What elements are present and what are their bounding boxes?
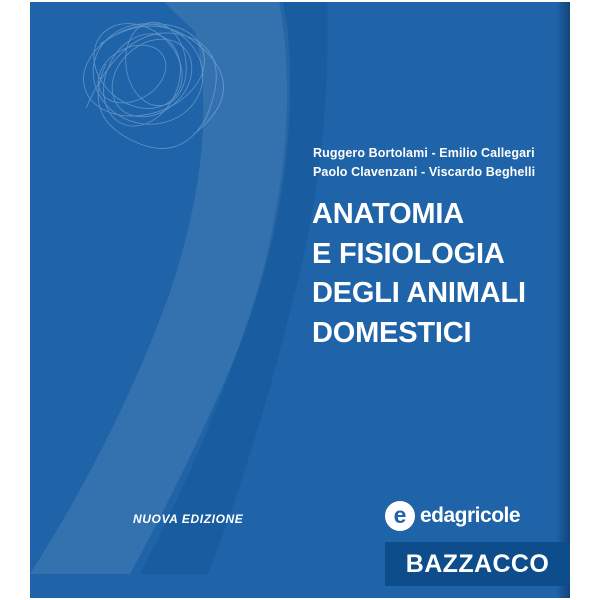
title-line-3: DEGLI ANIMALI [312, 277, 526, 310]
edition-note: NUOVA EDIZIONE [133, 512, 244, 526]
imprint-name: BAZZACCO [405, 549, 550, 578]
imprint-band [385, 542, 570, 586]
book-title [312, 195, 570, 354]
scribble-graphic [66, 8, 246, 158]
authors-block [313, 144, 563, 183]
publisher-name: edagricole [420, 504, 521, 527]
logo-mark-letter: e [393, 501, 407, 528]
title-line-2: E FISIOLOGIA [312, 237, 505, 270]
title-line-4: DOMESTICI [312, 317, 472, 350]
publisher-logo [385, 499, 535, 533]
authors-line-1: Ruggero Bortolami - Emilio Callegari [313, 146, 535, 160]
authors-line-2: Paolo Clavenzani - Viscardo Beghelli [313, 165, 536, 180]
title-line-1: ANATOMIA [312, 198, 464, 230]
edagricole-mark-icon [385, 501, 415, 531]
book-cover [30, 2, 570, 598]
